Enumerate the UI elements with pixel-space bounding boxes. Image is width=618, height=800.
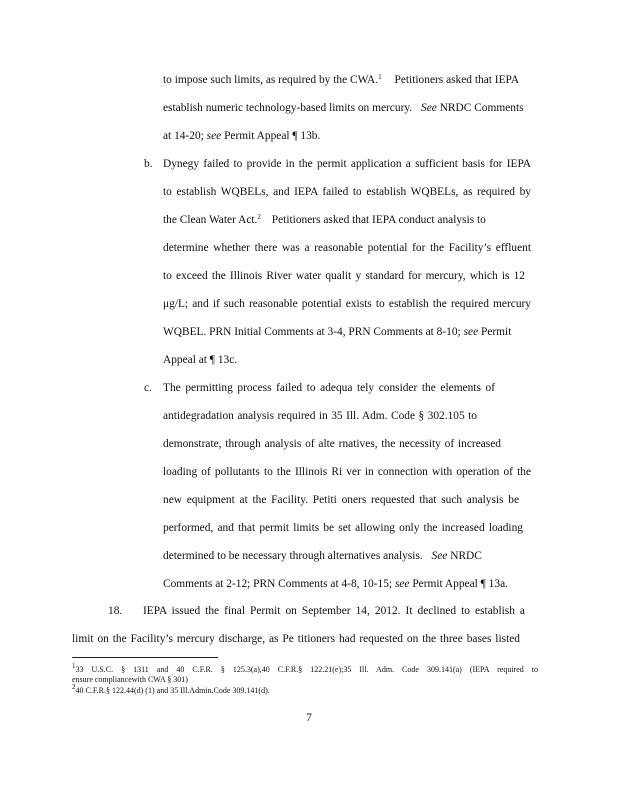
footnote-1-mark: 1 [72,662,76,670]
item-b-line-4: determine whether there was a reasonable potential for the Facility’s effluent [163,242,531,254]
footnote-1-line-2: ensure compliancewith CWA § 301) [72,675,188,684]
item-c-line-6: performed, and that permit limits be set allowing only the increased loading [163,522,523,534]
paragraph-18-line-2: limit on the Facility’s mercury discharge, as Pe titioners had requested on the three bases listed [72,633,520,645]
footnote-2: $^2$40 C.F.R.§ 122.44(d) (1) and 35 Ill.Admin.Code 309.141(d). [72,683,270,695]
intro-line-1: to impose such limits, as required by the CWA.$^1$ Petitioners asked that IEPA [163,73,520,86]
footnote-2-mark: 2 [72,683,76,691]
footnote-ref-1[interactable]: 1 [378,73,382,81]
paragraph-18-number: 18. [108,605,123,617]
item-c-line-3: demonstrate, through analysis of alte rnatives, the necessity of increased [163,438,501,450]
footnote-ref-2[interactable]: 2 [257,213,261,221]
item-c-line-4: loading of pollutants to the Illinois Ri ver in connection with operation of the [163,466,531,478]
item-b-line-1: Dynegy failed to provide in the permit application a sufficient basis for IEPA [163,158,531,170]
item-b-line-7: WQBEL. PRN Initial Comments at 3-4, PRN Comments at 8-10; see Permit [163,326,512,338]
item-b-line-5: to exceed the Illinois River water qualit y standard for mercury, which is 12 [163,270,525,282]
footnote-separator [72,657,218,658]
item-c-line-5: new equipment at the Facility. Petiti oners requested that such analysis be [163,494,519,506]
footnote-1-line-1: $^1$33 U.S.C. § 1311 and 40 C.F.R. § 125.3(a),40 C.F.R.§ 122.21(e);35 Ill. Adm. Code 309.141(a) (IEPA required to [72,662,538,674]
intro-line-3: at 14-20; see Permit Appeal ¶ 13b. [163,130,321,142]
item-c-line-8: Comments at 2-12; PRN Comments at 4-8, 10-15; see Permit Appeal ¶ 13a. [163,578,508,590]
item-c-line-1: The permitting process failed to adequa tely consider the elements of [163,382,495,394]
item-c-line-2: antidegradation analysis required in 35 Ill. Adm. Code § 302.105 to [163,410,477,422]
item-c-line-7: determined to be necessary through alternatives analysis. See NRDC [163,550,482,562]
page-number: 7 [306,712,312,724]
item-b-line-2: to establish WQBELs, and IEPA failed to establish WQBELs, as required by [163,186,531,198]
item-c-label: c. [144,382,152,394]
item-b-line-3: the Clean Water Act.$^2$ Petitioners asked that IEPA conduct analysis to [163,213,486,226]
item-b-line-8: Appeal at ¶ 13c. [163,354,238,366]
paragraph-18-line-1: IEPA issued the final Permit on September 14, 2012. It declined to establish a [143,605,525,617]
intro-line-2: establish numeric technology-based limits on mercury. See NRDC Comments [163,102,524,114]
item-b-label: b. [144,158,153,170]
item-b-line-6: μg/L; and if such reasonable potential exists to establish the required mercury [163,298,531,310]
